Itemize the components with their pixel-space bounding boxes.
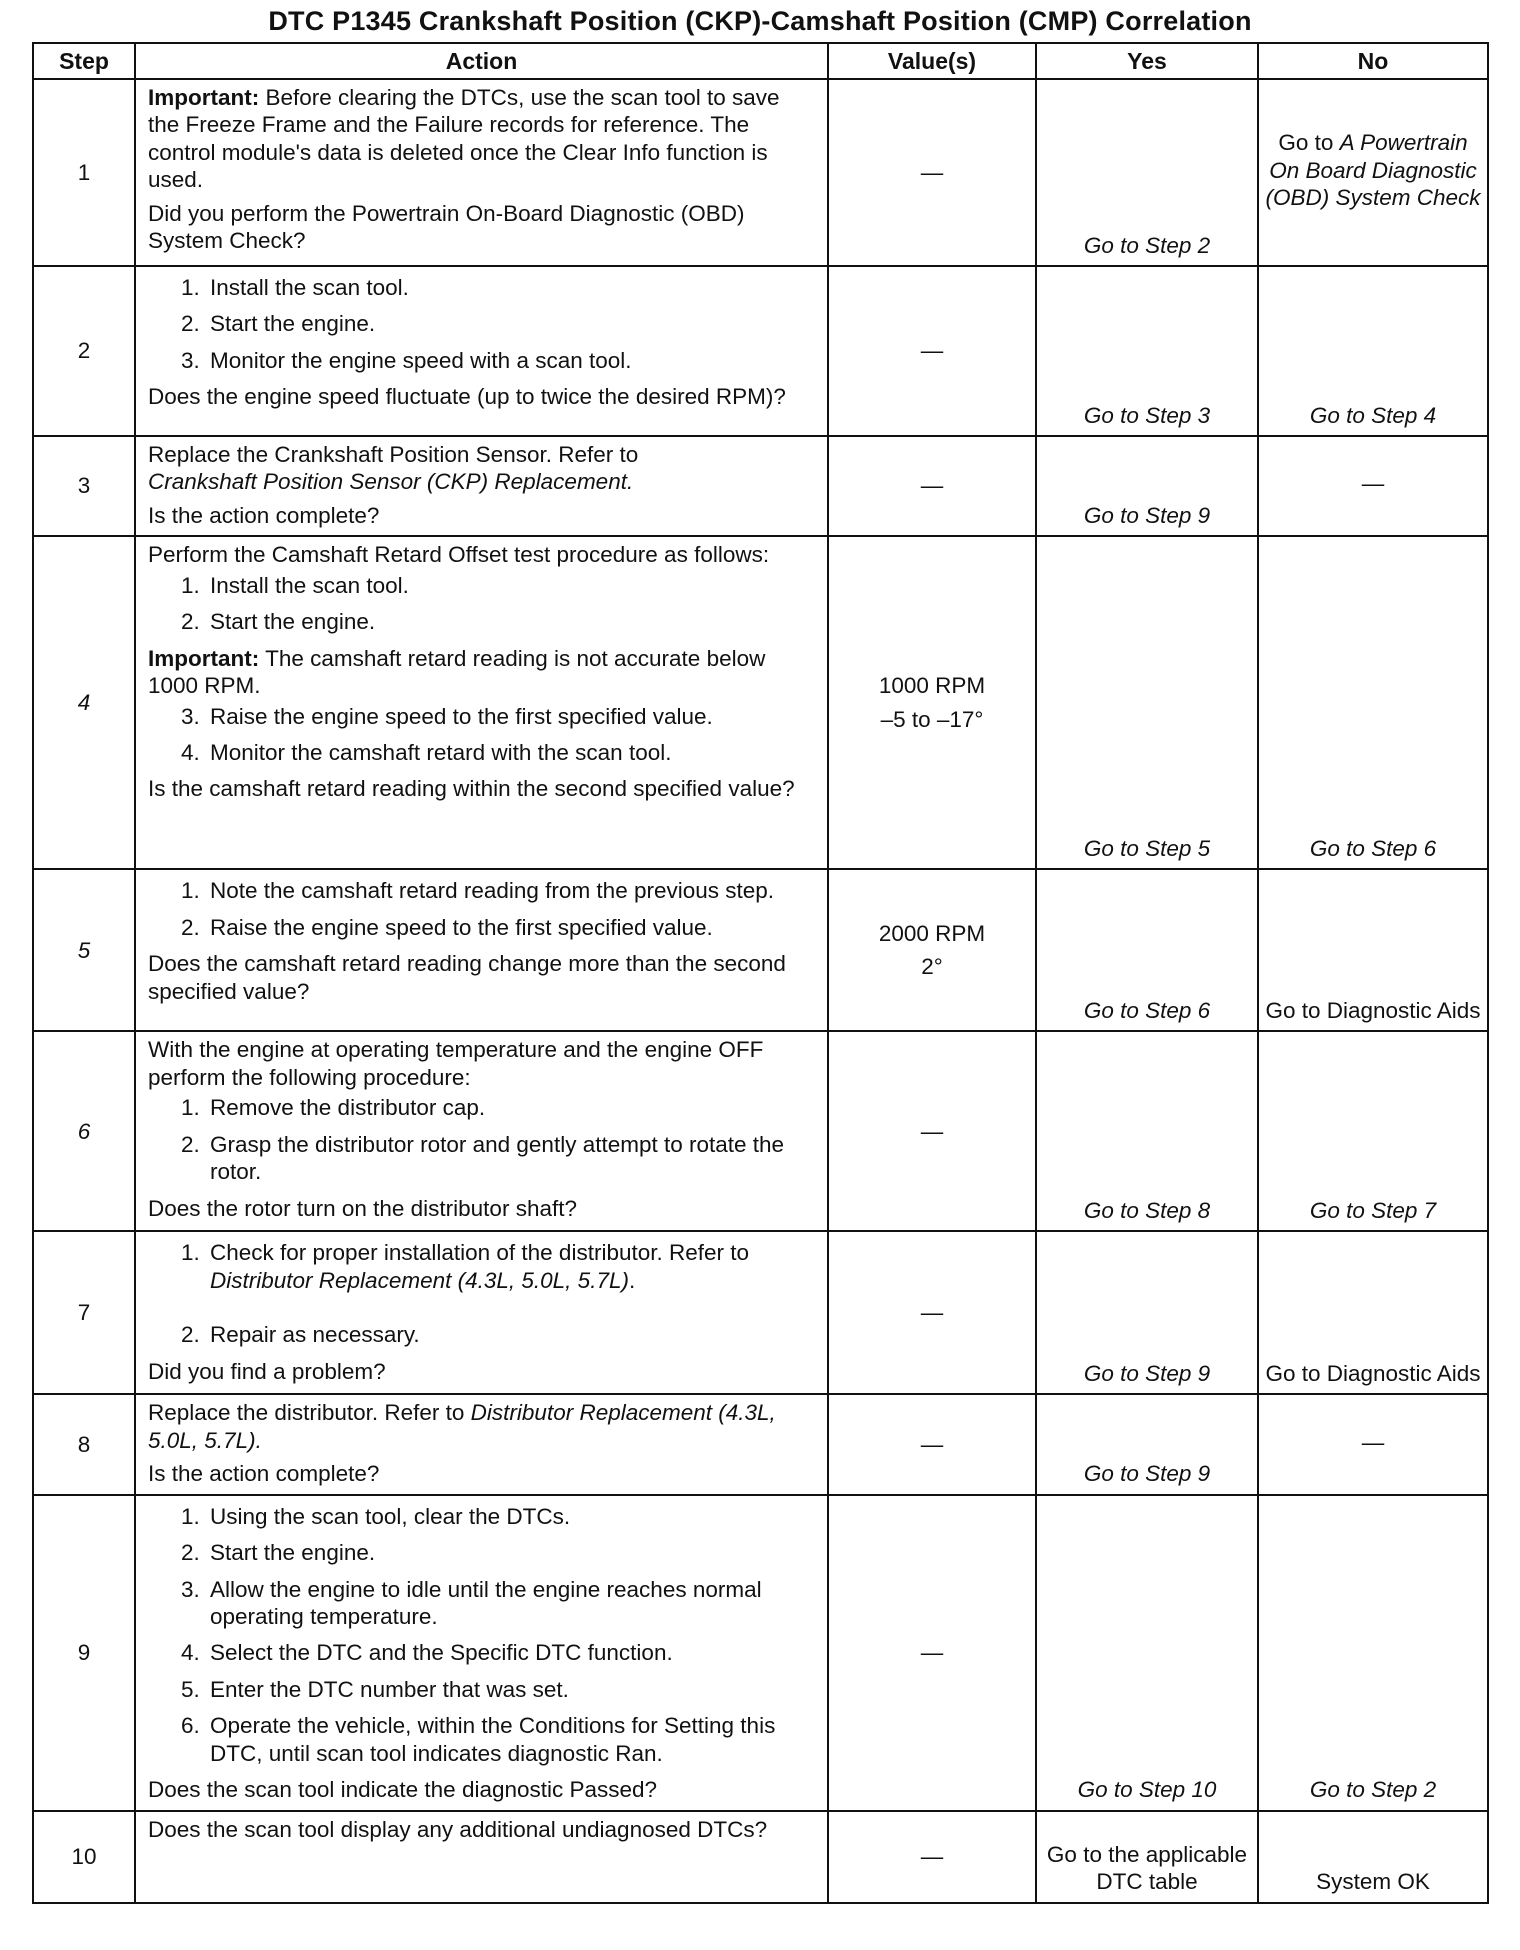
- action-list-item: 3. Allow the engine to idle until the engine reaches normal operating temperature.: [206, 1576, 817, 1631]
- header-no: No: [1258, 43, 1488, 79]
- value-cell: [828, 869, 1036, 1031]
- value-cell: —: [828, 1031, 1036, 1231]
- header-step: Step: [33, 43, 135, 79]
- action-cell: [135, 1495, 828, 1811]
- yes-cell: [1036, 1031, 1258, 1231]
- table-row: [33, 869, 1488, 1031]
- no-cell: [1258, 1811, 1488, 1903]
- action-cell: [135, 536, 828, 869]
- action-question: Did you find a problem?: [148, 1358, 386, 1384]
- no-cell: [1258, 266, 1488, 436]
- step-number: 6: [33, 1031, 135, 1231]
- action-question: Is the action complete?: [148, 502, 380, 528]
- value-2: –5 to –17°: [880, 706, 984, 732]
- action-list: [148, 1239, 817, 1348]
- step-number: 1: [33, 79, 135, 266]
- reference-link[interactable]: Distributor Replacement (4.3L, 5.0L, 5.7L): [210, 1267, 629, 1293]
- value-cell: —: [828, 436, 1036, 536]
- action-cell: [135, 869, 828, 1031]
- step-number: 10: [33, 1811, 135, 1903]
- step-number: 7: [33, 1231, 135, 1394]
- action-text: Perform the Camshaft Retard Offset test procedure as follows:: [148, 542, 770, 568]
- action-cell: [135, 266, 828, 436]
- table-row: [33, 436, 1488, 536]
- yes-link[interactable]: Go to Step 9: [1083, 1360, 1211, 1386]
- value-2: 2°: [921, 954, 943, 980]
- step-number: 2: [33, 266, 135, 436]
- no-cell: Go to A Powertrain On Board Diagnostic (OBD) System Check: [1258, 79, 1488, 266]
- value-cell: —: [828, 1231, 1036, 1394]
- action-question: Did you perform the Powertrain On-Board Diagnostic (OBD) System Check?: [148, 200, 745, 254]
- step-number: 3: [33, 436, 135, 536]
- yes-link[interactable]: Go to Step 2: [1083, 232, 1211, 258]
- yes-cell: [1036, 1495, 1258, 1811]
- action-cell: [135, 436, 828, 536]
- step-number: 9: [33, 1495, 135, 1811]
- action-list: [148, 274, 817, 374]
- diagnostic-table: [32, 42, 1489, 1904]
- action-question: Is the action complete?: [148, 1461, 380, 1487]
- action-list-item: 2. Repair as necessary.: [206, 1321, 817, 1348]
- important-note: Important: The camshaft retard reading is not accurate below 1000 RPM.: [148, 645, 766, 699]
- action-question: Does the scan tool display any additional undiagnosed DTCs?: [148, 1816, 768, 1842]
- no-cell: [1258, 1231, 1488, 1394]
- table-row: [33, 1031, 1488, 1231]
- value-cell: —: [828, 266, 1036, 436]
- table-row: [33, 79, 1488, 266]
- yes-link[interactable]: Go to the applicable DTC table: [1046, 1841, 1248, 1895]
- table-row: [33, 1811, 1488, 1903]
- yes-cell: [1036, 1231, 1258, 1394]
- yes-link[interactable]: Go to Step 10: [1077, 1777, 1217, 1803]
- action-question: Is the camshaft retard reading within the second specified value?: [148, 776, 795, 802]
- no-cell: [1258, 869, 1488, 1031]
- no-link[interactable]: Go to Diagnostic Aids: [1265, 1360, 1481, 1386]
- value-1: 2000 RPM: [878, 920, 986, 946]
- action-list-item: 4. Select the DTC and the Specific DTC function.: [206, 1639, 817, 1666]
- value-cell: [828, 536, 1036, 869]
- yes-cell: [1036, 79, 1258, 266]
- yes-link[interactable]: Go to Step 8: [1083, 1197, 1211, 1223]
- action-text: With the engine at operating temperature and the engine OFF perform the following procedure:: [148, 1037, 764, 1090]
- table-row: [33, 1231, 1488, 1394]
- action-cell: [135, 1394, 828, 1494]
- action-list-item: 2. Grasp the distributor rotor and gently attempt to rotate the rotor.: [206, 1131, 817, 1186]
- value-cell: —: [828, 1495, 1036, 1811]
- no-cell: [1258, 536, 1488, 869]
- no-cell: —: [1258, 1394, 1488, 1494]
- reference-link[interactable]: Distributor Replacement (4.3L, 5.0L, 5.7L).: [148, 1400, 776, 1453]
- no-link[interactable]: A Powertrain On Board Diagnostic (OBD) System Check: [1265, 130, 1481, 211]
- header-yes: Yes: [1036, 43, 1258, 79]
- yes-cell: [1036, 1394, 1258, 1494]
- page-title: DTC P1345 Crankshaft Position (CKP)-Camshaft Position (CMP) Correlation: [268, 6, 1252, 36]
- no-cell: [1258, 1031, 1488, 1231]
- action-text: Replace the distributor. Refer to Distributor Replacement (4.3L, 5.0L, 5.7L).: [148, 1400, 776, 1453]
- no-link[interactable]: Go to Step 2: [1309, 1777, 1437, 1803]
- value-cell: —: [828, 1811, 1036, 1903]
- no-cell: [1258, 1495, 1488, 1811]
- no-text: System OK: [1316, 1869, 1430, 1895]
- no-cell: —: [1258, 436, 1488, 536]
- action-list: [148, 1094, 817, 1185]
- action-question: Does the camshaft retard reading change more than the second specified value?: [148, 951, 786, 1004]
- no-link[interactable]: Go to Diagnostic Aids: [1265, 997, 1481, 1023]
- action-list-item: 1. Using the scan tool, clear the DTCs.: [206, 1503, 817, 1530]
- action-list: [148, 1503, 817, 1768]
- no-link[interactable]: Go to Step 7: [1309, 1197, 1437, 1223]
- action-list-item: 1. Remove the distributor cap.: [206, 1094, 817, 1121]
- action-cell: [135, 79, 828, 266]
- action-list-item: 2. Raise the engine speed to the first specified value.: [206, 914, 817, 941]
- yes-cell: [1036, 869, 1258, 1031]
- action-text: Replace the Crankshaft Position Sensor. Refer to: [148, 442, 639, 467]
- yes-cell: [1036, 436, 1258, 536]
- table-row: [33, 536, 1488, 869]
- action-list-item: 3. Monitor the engine speed with a scan tool.: [206, 347, 817, 374]
- action-list: [148, 572, 817, 636]
- yes-cell: [1036, 536, 1258, 869]
- reference-link[interactable]: Crankshaft Position Sensor (CKP) Replacement.: [148, 469, 634, 495]
- yes-link[interactable]: Go to Step 9: [1083, 502, 1211, 528]
- table-row: [33, 1495, 1488, 1811]
- yes-link[interactable]: Go to Step 5: [1083, 835, 1211, 861]
- action-question: Does the engine speed fluctuate (up to twice the desired RPM)?: [148, 384, 786, 410]
- table-row: [33, 1394, 1488, 1494]
- value-cell: —: [828, 1394, 1036, 1494]
- action-list-item: 2. Start the engine.: [206, 1539, 817, 1566]
- value-1: 1000 RPM: [878, 673, 986, 699]
- action-list: [148, 877, 817, 941]
- action-list-item: 6. Operate the vehicle, within the Conditions for Setting this DTC, until scan tool indicates diagnostic Ran.: [206, 1712, 817, 1767]
- step-number: 4: [33, 536, 135, 869]
- table-header-row: [33, 43, 1488, 79]
- action-cell: [135, 1231, 828, 1394]
- no-link[interactable]: Go to Step 4: [1309, 402, 1437, 428]
- action-question: Does the scan tool indicate the diagnostic Passed?: [148, 1777, 658, 1803]
- yes-cell: [1036, 1811, 1258, 1903]
- important-note: Important: Before clearing the DTCs, use the scan tool to save the Freeze Frame and the Failure records for reference. The control module's data is deleted once the Clear Info function is used.: [148, 85, 780, 193]
- action-cell: [135, 1811, 828, 1903]
- action-question: Does the rotor turn on the distributor shaft?: [148, 1195, 577, 1221]
- table-row: [33, 266, 1488, 436]
- step-number: 5: [33, 869, 135, 1031]
- action-list-item: 5. Enter the DTC number that was set.: [206, 1676, 817, 1703]
- action-list-item: 2. Start the engine.: [206, 310, 817, 337]
- action-list-item: 3. Raise the engine speed to the first specified value.: [206, 703, 817, 730]
- action-cell: [135, 1031, 828, 1231]
- no-link[interactable]: Go to Step 6: [1309, 835, 1437, 861]
- action-list-item: 2. Start the engine.: [206, 608, 817, 635]
- action-list-item: 1. Install the scan tool.: [206, 274, 817, 301]
- action-list-item: 1. Install the scan tool.: [206, 572, 817, 599]
- value-cell: —: [828, 79, 1036, 266]
- action-list-item: 1. Note the camshaft retard reading from the previous step.: [206, 877, 817, 904]
- action-list-item: 1. Check for proper installation of the distributor. Refer to Distributor Replacement (4.3L, 5.0L, 5.7L).: [206, 1239, 817, 1312]
- header-values: Value(s): [828, 43, 1036, 79]
- action-list: [148, 703, 817, 767]
- header-action: Action: [135, 43, 828, 79]
- yes-cell: [1036, 266, 1258, 436]
- yes-link[interactable]: Go to Step 9: [1083, 1461, 1211, 1487]
- yes-link[interactable]: Go to Step 6: [1083, 997, 1211, 1023]
- action-list-item: 4. Monitor the camshaft retard with the scan tool.: [206, 739, 817, 766]
- step-number: 8: [33, 1394, 135, 1494]
- yes-link[interactable]: Go to Step 3: [1083, 402, 1211, 428]
